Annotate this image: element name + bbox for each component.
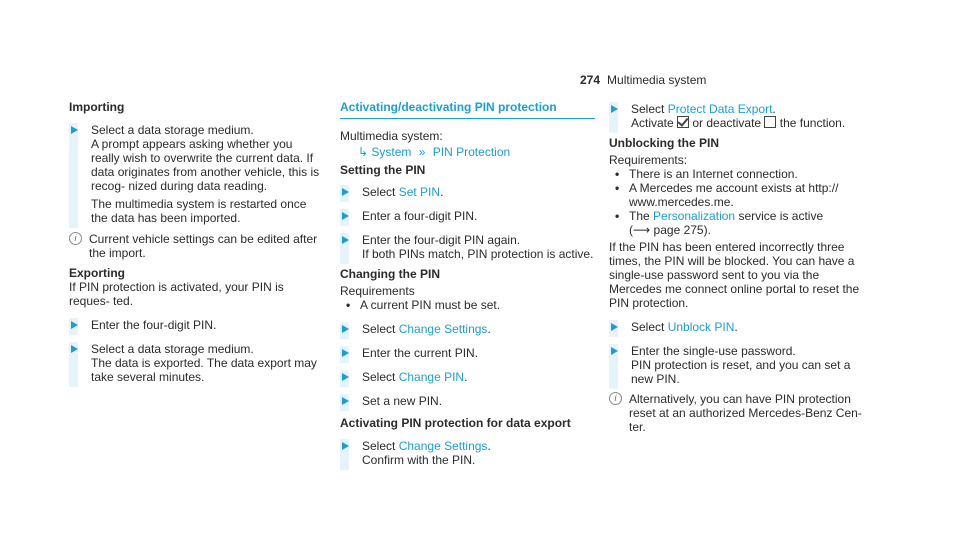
- blocked-text: If the PIN has been entered incorrectly three times, the PIN will be blocked. You can have a single-use password sent to you via the Mercedes me connect online portal to reset the PIN protection.: [609, 240, 860, 310]
- change-settings-link: Change Settings: [398, 439, 488, 453]
- unblock-step-password: Enter the single-use password. PIN protection is reset, and you can set a new PIN.: [609, 344, 864, 386]
- menu-path-system: System: [371, 145, 412, 159]
- import-step: Select a data storage medium. A prompt appears asking whether you really wish to overwrite the current data. If data originates from another vehicle, this is recog- nized during data reading. The multimedia system is restarted once the data has been imported.: [69, 123, 324, 225]
- checkbox-checked-icon: [677, 116, 689, 128]
- export-step-medium: Select a data storage medium. The data is exported. The data export may take several minutes.: [69, 342, 324, 384]
- step-arrow-icon: [611, 323, 618, 331]
- step-arrow-icon: [71, 126, 78, 134]
- step-arrow-icon: [71, 321, 78, 329]
- personalization-link: Personalization: [653, 209, 736, 223]
- column-middle: [340, 100, 595, 467]
- menu-path-pin-protection: PIN Protection: [432, 145, 511, 159]
- step-arrow-icon: [342, 236, 349, 244]
- change-step-new: Set a new PIN.: [340, 394, 595, 408]
- page-reference-arrow-icon: ⟶: [633, 223, 651, 237]
- change-step-current: Enter the current PIN.: [340, 346, 595, 360]
- export-step-pin: Enter the four-digit PIN.: [69, 318, 324, 332]
- set-step-repeat: Enter the four-digit PIN again. If both PINs match, PIN protection is active.: [340, 233, 595, 261]
- import-note: i Current vehicle settings can be edited after the import.: [69, 232, 324, 260]
- setting-pin-heading: Setting the PIN: [340, 163, 426, 177]
- change-step-select: Select Change Settings.: [340, 322, 595, 336]
- step-arrow-icon: [611, 105, 618, 113]
- checkbox-empty-icon: [764, 116, 776, 128]
- step-arrow-icon: [342, 349, 349, 357]
- activating-export-heading: Activating PIN protection for data export: [340, 416, 571, 430]
- menu-return-arrow-icon: ↳: [358, 145, 369, 159]
- pin-protection-section-title: Activating/deactivating PIN protection: [340, 100, 595, 119]
- step-arrow-icon: [611, 347, 618, 355]
- importing-heading: Importing: [69, 100, 125, 114]
- requirement-item: • The Personalization service is active (⟶ page 275).: [615, 209, 824, 237]
- page-number: 274: [580, 73, 601, 87]
- changing-pin-heading: Changing the PIN: [340, 267, 440, 281]
- set-step-select: Select Set PIN.: [340, 185, 595, 199]
- info-icon: i: [609, 392, 622, 405]
- step-arrow-icon: [71, 345, 78, 353]
- step-arrow-icon: [342, 325, 349, 333]
- double-chevron-icon: »: [418, 145, 426, 159]
- step-arrow-icon: [342, 188, 349, 196]
- step-arrow-icon: [342, 212, 349, 220]
- exporting-heading: Exporting: [69, 266, 125, 280]
- column-left: [69, 100, 324, 384]
- step-arrow-icon: [342, 442, 349, 450]
- requirements-label: Requirements: [340, 284, 415, 298]
- requirement-item: • There is an Internet connection.: [615, 167, 798, 181]
- step-arrow-icon: [342, 397, 349, 405]
- set-pin-link: Set PIN: [398, 185, 441, 199]
- requirement-item: • A Mercedes me account exists at http:// www.mercedes.me.: [615, 181, 839, 209]
- page-header: [580, 73, 706, 87]
- protect-data-export-link: Protect Data Export: [667, 102, 773, 116]
- change-settings-link: Change Settings: [398, 322, 488, 336]
- system-label: Multimedia system:: [340, 129, 443, 143]
- step-arrow-icon: [342, 373, 349, 381]
- unblock-pin-link: Unblock PIN: [667, 320, 735, 334]
- change-pin-link: Change PIN: [398, 370, 465, 384]
- unblock-note: i Alternatively, you can have PIN protection reset at an authorized Mercedes-Benz Cen- ter.: [609, 392, 864, 434]
- requirements-label: Requirements:: [609, 153, 688, 167]
- change-step-change-pin: Select Change PIN.: [340, 370, 595, 384]
- page-header-title: Multimedia system: [607, 73, 707, 87]
- info-icon: i: [69, 232, 82, 245]
- activate-step-select: Select Change Settings. Confirm with the PIN.: [340, 439, 595, 467]
- unblocking-heading: Unblocking the PIN: [609, 136, 720, 150]
- requirement-item: • A current PIN must be set.: [346, 298, 501, 312]
- menu-path: [340, 145, 595, 159]
- column-right: [609, 100, 864, 434]
- unblock-step-select: Select Unblock PIN.: [609, 320, 864, 334]
- exporting-text: If PIN protection is activated, your PIN is reques- ted.: [69, 280, 284, 308]
- protect-export-step: Select Protect Data Export. Activate or deactivate the function.: [609, 102, 864, 130]
- set-step-enter: Enter a four-digit PIN.: [340, 209, 595, 223]
